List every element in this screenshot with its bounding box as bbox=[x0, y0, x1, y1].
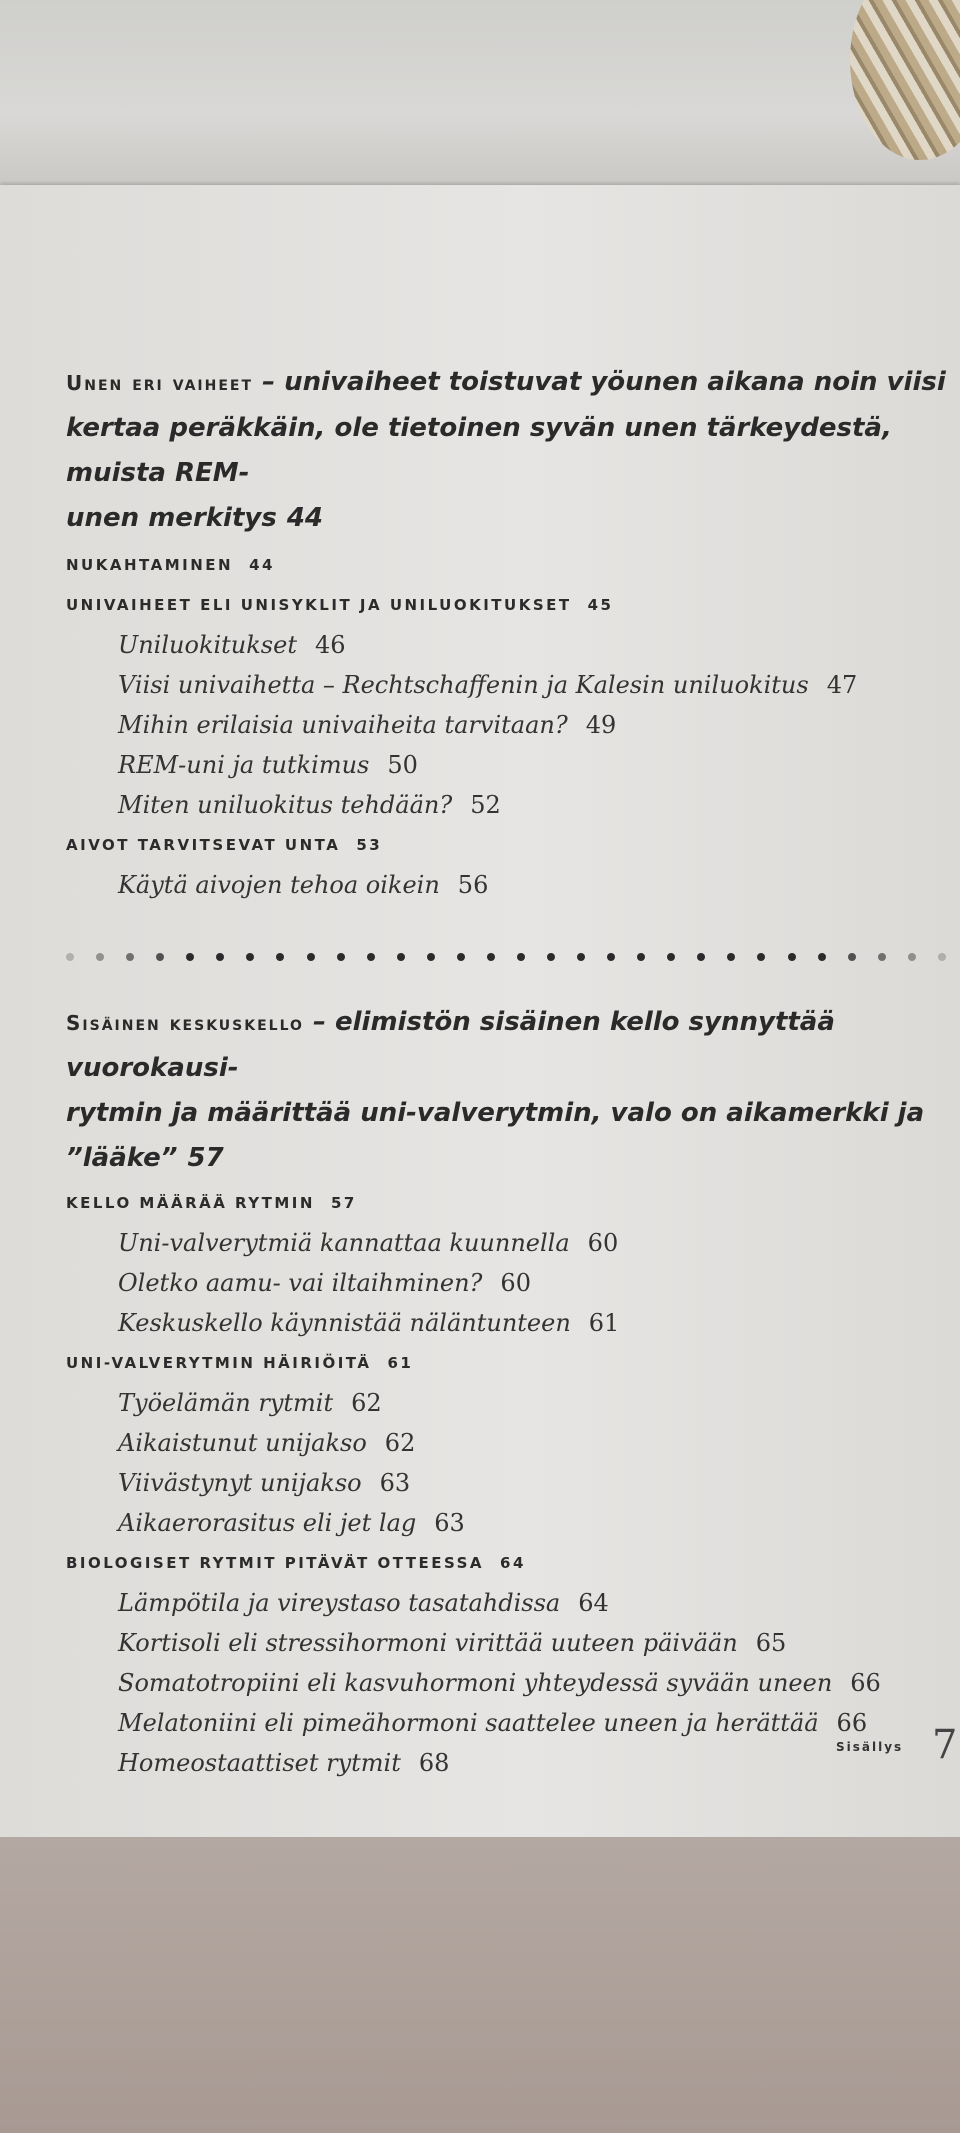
divider-dot bbox=[96, 953, 104, 961]
toc-section-1 bbox=[66, 360, 946, 905]
page-number: 65 bbox=[755, 1629, 787, 1657]
divider-dot bbox=[848, 953, 856, 961]
page-number: 46 bbox=[314, 631, 346, 659]
toc-label: Aikaerorasitus eli jet lag bbox=[118, 1509, 417, 1537]
toc-label: AIVOT TARVITSEVAT UNTA bbox=[66, 836, 341, 854]
toc-subheading bbox=[66, 825, 946, 865]
toc-entry bbox=[118, 1223, 946, 1263]
toc-entry bbox=[118, 865, 946, 905]
page-number: 66 bbox=[850, 1669, 881, 1697]
divider-dot bbox=[457, 953, 465, 961]
toc-subheading bbox=[66, 585, 946, 625]
page-number: 62 bbox=[351, 1389, 382, 1417]
toc-entry bbox=[118, 1303, 946, 1343]
toc-entry bbox=[118, 1743, 946, 1783]
toc-label: Somatotropiini eli kasvuhormoni yhteydessä syvään uneen bbox=[118, 1669, 833, 1697]
toc-label: Aikaistunut unijakso bbox=[118, 1429, 367, 1457]
toc-entry bbox=[118, 625, 946, 665]
divider-dot bbox=[276, 953, 284, 961]
toc-entry bbox=[118, 1383, 946, 1423]
toc-label: Työelämän rytmit bbox=[118, 1389, 334, 1417]
divider-dot bbox=[246, 953, 254, 961]
divider-dot bbox=[788, 953, 796, 961]
page-number: 64 bbox=[578, 1589, 609, 1617]
toc-subheading bbox=[66, 545, 946, 585]
page-number: 63 bbox=[379, 1469, 411, 1497]
toc-label: Miten uniluokitus tehdään? bbox=[118, 791, 453, 819]
divider-dot bbox=[727, 953, 735, 961]
section-subtitle-line-3: unen merkitys bbox=[66, 503, 277, 533]
divider-dot bbox=[487, 953, 495, 961]
toc-label: Oletko aamu- vai iltaihminen? bbox=[118, 1269, 483, 1297]
divider-dot bbox=[337, 953, 345, 961]
toc-label: Lämpötila ja vireystaso tasatahdissa bbox=[118, 1589, 561, 1617]
page-number: 60 bbox=[587, 1229, 619, 1257]
page-number: 62 bbox=[384, 1429, 416, 1457]
page-number: 44 bbox=[286, 503, 324, 533]
page-number: 49 bbox=[585, 711, 617, 739]
page-number: 44 bbox=[249, 556, 275, 574]
toc-label: Keskuskello käynnistää näläntunteen bbox=[118, 1309, 571, 1337]
divider-dot bbox=[607, 953, 615, 961]
page-number: 68 bbox=[418, 1749, 450, 1777]
divider-dot bbox=[697, 953, 705, 961]
background-surface bbox=[0, 0, 960, 190]
toc-list bbox=[66, 545, 946, 905]
divider-dot bbox=[126, 953, 134, 961]
section-subtitle-line-1: – univaiheet toistuvat yöunen aikana noin viisi bbox=[253, 367, 946, 397]
toc-entry bbox=[118, 1703, 946, 1743]
toc-subheading bbox=[66, 1343, 946, 1383]
page-number: 63 bbox=[434, 1509, 465, 1537]
toc-label: REM-uni ja tutkimus bbox=[118, 751, 370, 779]
page-number: 52 bbox=[470, 791, 501, 819]
toc-entry bbox=[118, 785, 946, 825]
divider-dot bbox=[577, 953, 585, 961]
page-number: 56 bbox=[457, 871, 489, 899]
toc-entry bbox=[118, 665, 946, 705]
toc-entry bbox=[118, 1623, 946, 1663]
toc-label: Uni-valverytmiä kannattaa kuunnella bbox=[118, 1229, 570, 1257]
toc-label: BIOLOGISET RYTMIT PITÄVÄT OTTEESSA bbox=[66, 1554, 485, 1572]
page-number: 47 bbox=[826, 671, 858, 699]
page-number: 53 bbox=[356, 836, 383, 854]
toc-entry bbox=[118, 1263, 946, 1303]
toc-label: KELLO MÄÄRÄÄ RYTMIN bbox=[66, 1194, 315, 1212]
divider-dot bbox=[186, 953, 194, 961]
toc-entry bbox=[118, 745, 946, 785]
section-title: Unen eri vaiheet bbox=[66, 371, 254, 395]
divider-dot bbox=[397, 953, 405, 961]
section-subtitle-line-2: kertaa peräkkäin, ole tietoinen syvän unen tärkeydestä, muista REM- bbox=[66, 413, 892, 488]
divider-dot bbox=[427, 953, 435, 961]
divider-dot bbox=[547, 953, 555, 961]
toc-label: Uniluokitukset bbox=[118, 631, 297, 659]
toc-label: Viisi univaihetta – Rechtschaffenin ja Kalesin uniluokitus bbox=[118, 671, 809, 699]
divider-dot bbox=[156, 953, 164, 961]
divider-dot bbox=[667, 953, 675, 961]
page-number: 57 bbox=[330, 1194, 357, 1212]
toc-subheading bbox=[66, 1543, 946, 1583]
toc-entry bbox=[118, 1663, 946, 1703]
page-number: 64 bbox=[500, 1554, 526, 1572]
section-heading bbox=[66, 1000, 946, 1181]
section-subtitle-line-2: rytmin ja määrittää uni-valverytmin, valo on aikamerkki ja ”lääke” bbox=[66, 1098, 925, 1173]
section-subtitle-line-1: – elimistön sisäinen kello synnyttää vuorokausi- bbox=[66, 1007, 835, 1083]
divider-dot bbox=[938, 953, 946, 961]
page-number: 57 bbox=[187, 1143, 224, 1173]
toc-label: Melatoniini eli pimeähormoni saattelee uneen ja herättää bbox=[118, 1709, 819, 1737]
section-heading bbox=[66, 360, 946, 541]
page-number: 45 bbox=[587, 596, 614, 614]
toc-label: NUKAHTAMINEN bbox=[66, 556, 234, 574]
toc-label: UNIVAIHEET ELI UNISYKLIT JA UNILUOKITUKSET bbox=[66, 596, 572, 614]
toc-label: Käytä aivojen tehoa oikein bbox=[118, 871, 440, 899]
divider-dot bbox=[878, 953, 886, 961]
toc-label: Mihin erilaisia univaiheita tarvitaan? bbox=[118, 711, 568, 739]
toc-label: UNI-VALVERYTMIN HÄIRIÖITÄ bbox=[66, 1354, 372, 1372]
divider-dot bbox=[517, 953, 525, 961]
page-folio: 7 bbox=[932, 1722, 958, 1768]
table-surface bbox=[0, 1835, 960, 2133]
divider-dot bbox=[66, 953, 74, 961]
toc-entry bbox=[118, 1463, 946, 1503]
toc-entry bbox=[118, 1423, 946, 1463]
page-number: 50 bbox=[387, 751, 418, 779]
page-number: 60 bbox=[500, 1269, 531, 1297]
divider-dot bbox=[637, 953, 645, 961]
section-title: Sisäinen keskuskello bbox=[66, 1011, 304, 1035]
toc-label: Viivästynyt unijakso bbox=[118, 1469, 362, 1497]
toc-list bbox=[66, 1183, 946, 1783]
divider-dot bbox=[818, 953, 826, 961]
toc-entry bbox=[118, 705, 946, 745]
divider-dot bbox=[216, 953, 224, 961]
dot-divider bbox=[66, 945, 946, 969]
toc-section-2 bbox=[66, 1000, 946, 1783]
page-number: 61 bbox=[588, 1309, 620, 1337]
toc-subheading bbox=[66, 1183, 946, 1223]
toc-label: Kortisoli eli stressihormoni virittää uuteen päivään bbox=[118, 1629, 738, 1657]
divider-dot bbox=[757, 953, 765, 961]
divider-dot bbox=[367, 953, 375, 961]
toc-entry bbox=[118, 1583, 946, 1623]
toc-entry bbox=[118, 1503, 946, 1543]
divider-dot bbox=[908, 953, 916, 961]
running-footer: Sisällys bbox=[836, 1740, 904, 1754]
divider-dot bbox=[307, 953, 315, 961]
page-number: 61 bbox=[387, 1354, 414, 1372]
toc-label: Homeostaattiset rytmit bbox=[118, 1749, 401, 1777]
page-number: 66 bbox=[836, 1709, 868, 1737]
